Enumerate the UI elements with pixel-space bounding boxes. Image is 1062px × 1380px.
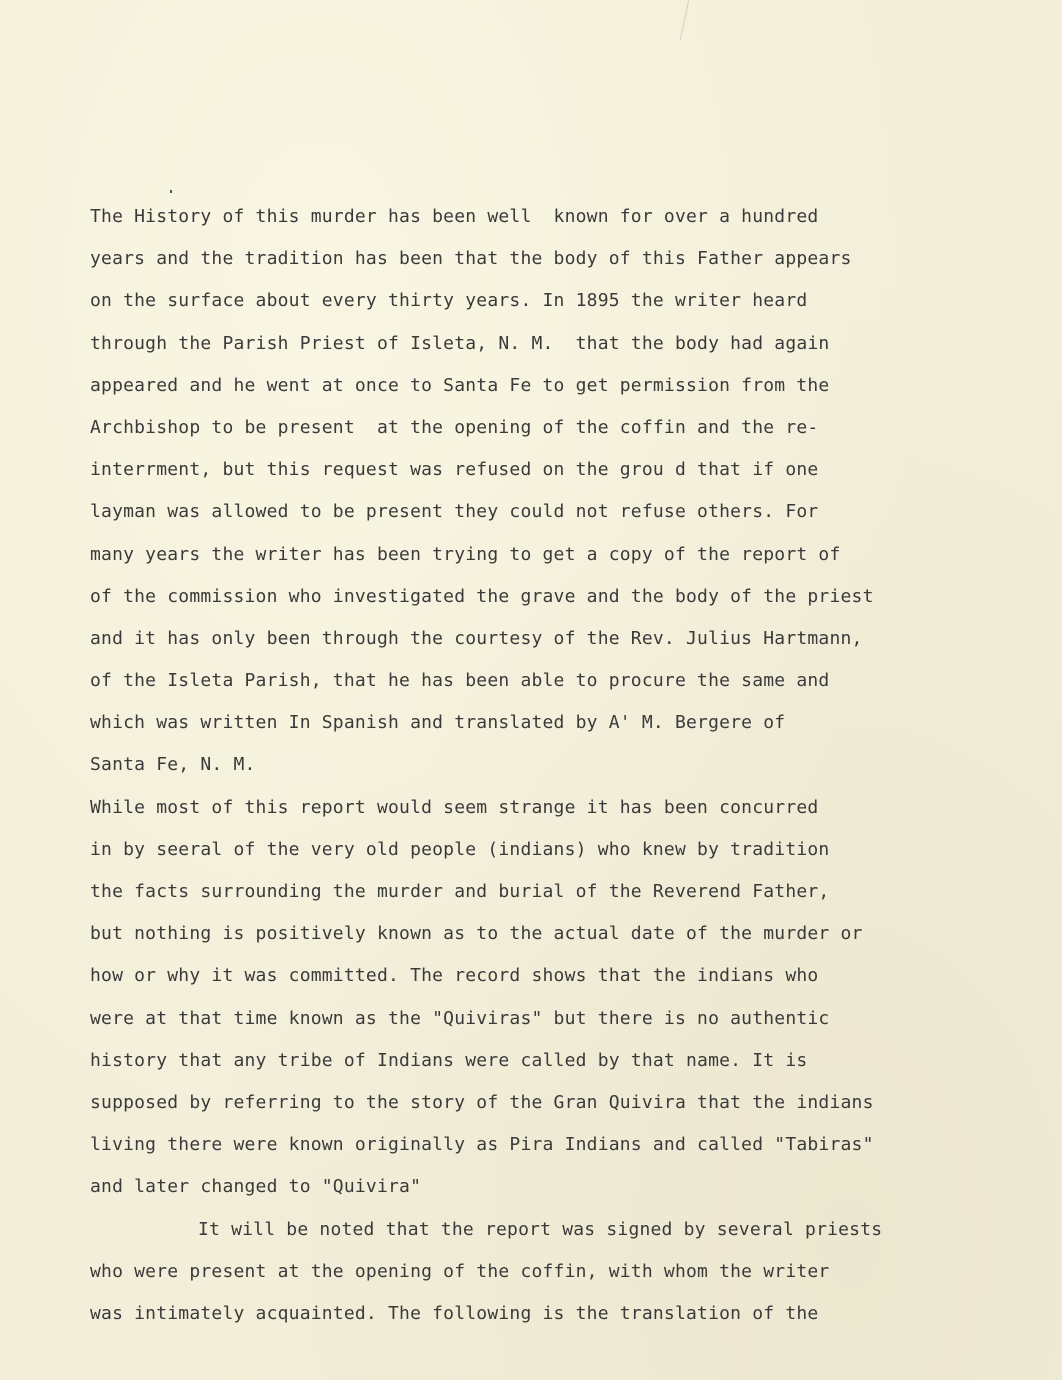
text-line: in by seeral of the very old people (indians) who knew by tradition [90, 838, 830, 860]
text-line: the facts surrounding the murder and burial of the Reverend Father, [90, 881, 830, 902]
text-line: through the Parish Priest of Isleta, N. M. that the body had again [90, 332, 830, 354]
text-line: interrment, but this request was refused on the grou d that if one [90, 459, 819, 481]
text-line: but nothing is positively known as to the actual date of the murder or [90, 923, 863, 945]
text-line: how or why it was committed. The record shows that the indians who [90, 965, 819, 987]
text-line: many years the writer has been trying to get a copy of the report of [90, 543, 841, 565]
text-line: The History of this murder has been well known for over a hundred [90, 206, 819, 227]
text-line: Santa Fe, N. M. [90, 754, 256, 776]
text-line: of the commission who investigated the grave and the body of the priest [90, 585, 874, 607]
ink-mark [170, 190, 172, 193]
text-line: on the surface about every thirty years. In 1895 the writer heard [90, 290, 808, 312]
text-line: supposed by referring to the story of the Gran Quivira that the indians [90, 1091, 874, 1113]
text-line: history that any tribe of Indians were called by that name. It is [90, 1049, 808, 1071]
text-line: and it has only been through the courtesy of the Rev. Julius Hartmann, [90, 627, 863, 649]
text-line: While most of this report would seem strange it has been concurred [90, 796, 819, 818]
text-line: layman was allowed to be present they could not refuse others. For [90, 501, 819, 523]
text-line: who were present at the opening of the coffin, with whom the writer [90, 1260, 830, 1282]
text-line: years and the tradition has been that the body of this Father appears [90, 248, 852, 270]
text-line: and later changed to "Quivira" [90, 1176, 422, 1198]
text-line: Archbishop to be present at the opening of the coffin and the re- [90, 416, 819, 438]
text-line-indented: It will be noted that the report was signed by several priests [198, 1218, 883, 1240]
typewritten-text [90, 196, 990, 1335]
text-line: was intimately acquainted. The following is the translation of the [90, 1302, 819, 1324]
text-line: appeared and he went at once to Santa Fe to get permission from the [90, 374, 830, 396]
text-line: which was written In Spanish and translated by A' M. Bergere of [90, 712, 786, 734]
text-line: living there were known originally as Pira Indians and called "Tabiras" [90, 1134, 874, 1156]
text-line: of the Isleta Parish, that he has been able to procure the same and [90, 670, 830, 692]
text-line: were at that time known as the "Quiviras" but there is no authentic [90, 1007, 830, 1029]
paper-crease [680, 0, 689, 39]
